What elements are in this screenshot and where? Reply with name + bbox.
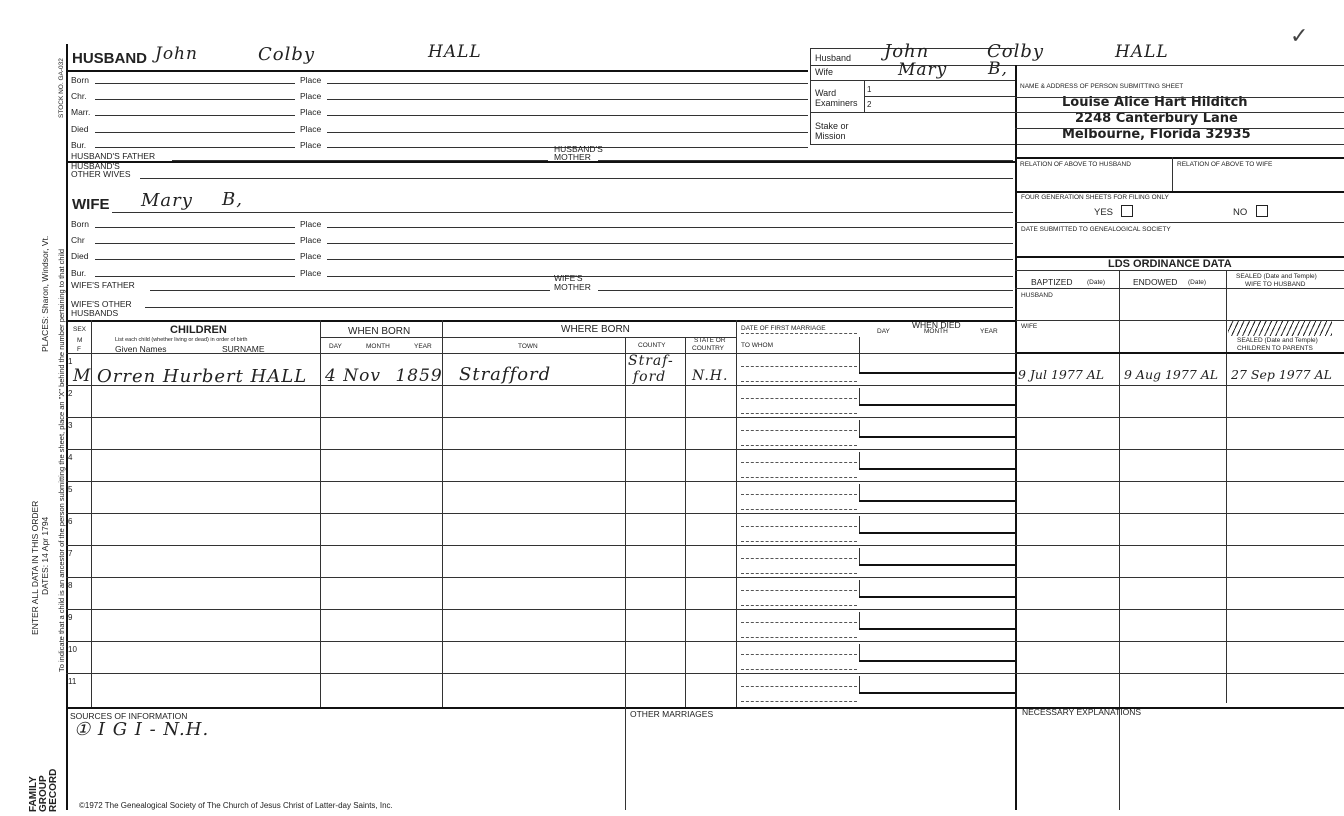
hdr-husband-label: Husband: [815, 53, 852, 63]
husband-bur-label: Bur.: [71, 140, 87, 150]
side-places: PLACES: Sharon, Windsor, Vt.: [40, 235, 50, 352]
husband-marr-label: Marr.: [71, 107, 91, 117]
to-whom-label: TO WHOM: [741, 342, 774, 349]
husband-chr-place-label: Place: [300, 91, 322, 101]
death-bracket: [859, 420, 860, 437]
lds-husband-label: HUSBAND: [1021, 292, 1053, 299]
marriage-date-line: [741, 590, 857, 591]
no-label: NO: [1233, 207, 1248, 218]
death-line: [859, 404, 1015, 406]
sealed-wife-label-1: SEALED (Date and Temple): [1236, 273, 1317, 280]
marriage-date-line: [741, 494, 857, 495]
death-line: [859, 436, 1015, 438]
endowed-label: ENDOWED: [1133, 277, 1178, 287]
to-whom-line: [741, 605, 857, 606]
death-bracket: [859, 484, 860, 501]
husband-born-place-label: Place: [300, 75, 322, 85]
ward-label: Ward: [815, 88, 837, 98]
child-row-line: [66, 673, 1016, 674]
death-line: [859, 692, 1015, 694]
ordinance-row-line: [1015, 577, 1344, 578]
copyright: ©1972 The Genealogical Society of The Church of Jesus Christ of Latter-day Saints, Inc.: [79, 801, 393, 810]
sealed-children-label-2: CHILDREN TO PARENTS: [1237, 345, 1313, 352]
death-bracket: [859, 612, 860, 629]
state-label-1: STATE OR: [694, 337, 726, 344]
date-submitted-label: DATE SUBMITTED TO GENEALOGICAL SOCIETY: [1021, 226, 1171, 233]
form-title-line-1: FAMILY: [28, 776, 39, 812]
marriage-date-line: [741, 654, 857, 655]
wife-chr-place-label: Place: [300, 235, 322, 245]
marriage-date-line: [741, 430, 857, 431]
form-title-line-3: RECORD: [48, 768, 59, 812]
child-row-number: 3: [68, 421, 73, 430]
examiner-number-2: 2: [867, 100, 872, 109]
stock-number: STOCK NO. GA-032: [58, 58, 65, 118]
endowed-date-label: (Date): [1188, 279, 1207, 286]
header-box-left: [810, 48, 811, 144]
child-row-line: [66, 641, 1016, 642]
marriage-date-line: [741, 558, 857, 559]
husbands-mother-label-1: HUSBAND'S: [554, 144, 603, 154]
wife-label: WIFE: [72, 196, 110, 213]
wife-died-place-label: Place: [300, 251, 322, 261]
death-line: [859, 532, 1015, 534]
wife-bur-place-label: Place: [300, 268, 322, 278]
child1-county-2: ford: [633, 369, 667, 385]
child-row-line: [66, 577, 1016, 578]
death-line: [859, 660, 1015, 662]
child-row-number: 9: [68, 613, 73, 622]
child-row-line: [66, 513, 1016, 514]
submitter-city: Melbourne, Florida 32935: [1062, 127, 1251, 142]
ordinance-row-line: [1015, 449, 1344, 450]
to-whom-line: [741, 509, 857, 510]
born-year-label: YEAR: [414, 343, 432, 350]
ordinance-row-line: [1015, 545, 1344, 546]
children-heading: CHILDREN: [170, 324, 227, 336]
wife-chr-label: Chr: [71, 235, 85, 245]
child-row-line: [66, 449, 1016, 450]
death-bracket: [859, 388, 860, 405]
husband-given-name: John: [155, 44, 198, 64]
wife-born-place-label: Place: [300, 219, 322, 229]
ordinance-row-line: [1015, 641, 1344, 642]
wifes-other-husbands-label-1: WIFE'S OTHER: [71, 299, 132, 309]
county-label: COUNTY: [638, 342, 666, 349]
born-day-label: DAY: [329, 343, 342, 350]
death-bracket: [859, 548, 860, 565]
hdr-wife-initial: B,: [988, 59, 1008, 79]
when-born-heading: WHEN BORN: [348, 326, 411, 337]
child1-birth-year: 1859: [395, 366, 443, 386]
sources-label: SOURCES OF INFORMATION: [70, 711, 188, 721]
marriage-date-line: [741, 526, 857, 527]
child1-birth-month: Nov: [343, 366, 381, 386]
child-row-number: 11: [68, 677, 77, 686]
child1-state: N.H.: [692, 368, 729, 384]
child1-birth-day: 4: [325, 366, 337, 386]
to-whom-line: [741, 669, 857, 670]
stake-label-2: Mission: [815, 131, 846, 141]
top-rule: [66, 70, 808, 72]
husbands-father-label: HUSBAND'S FATHER: [71, 151, 156, 161]
sex-label: SEX: [73, 326, 87, 333]
four-gen-label: FOUR GENERATION SHEETS FOR FILING ONLY: [1021, 194, 1169, 201]
husband-died-label: Died: [71, 124, 89, 134]
to-whom-line: [741, 413, 857, 414]
baptized-date-label: (Date): [1087, 279, 1106, 286]
husbands-other-wives-label-2: OTHER WIVES: [71, 169, 131, 179]
child1-town: Strafford: [459, 364, 552, 385]
marriage-date-line: [741, 622, 857, 623]
sex-m-label: M: [77, 337, 83, 344]
death-line: [859, 628, 1015, 630]
child-row-line: [66, 609, 1016, 610]
form-title-line-2: GROUP: [38, 775, 49, 812]
marriage-date-line: [741, 686, 857, 687]
ordinance-row-line: [1015, 385, 1344, 386]
to-whom-line: [741, 637, 857, 638]
side-dates: DATES: 14 Apr 1794: [40, 516, 50, 595]
wife-initial: B,: [222, 189, 243, 210]
child1-baptized: 9 Jul 1977 AL: [1018, 367, 1105, 382]
to-whom-line: [741, 477, 857, 478]
examiners-label: Examiners: [815, 98, 858, 108]
examiner-number-1: 1: [867, 85, 872, 94]
wifes-father-label: WIFE'S FATHER: [71, 280, 135, 290]
husband-chr-label: Chr.: [71, 91, 87, 101]
sealed-hatch: [1228, 321, 1332, 336]
husband-died-place-label: Place: [300, 124, 322, 134]
to-whom-line: [741, 701, 857, 702]
child-row-line: [66, 417, 1016, 418]
wife-died-label: Died: [71, 251, 89, 261]
ordinance-row-line: [1015, 513, 1344, 514]
relation-husband-label: RELATION OF ABOVE TO HUSBAND: [1020, 161, 1131, 168]
child-row-number: 1: [68, 357, 73, 366]
child1-sex: M: [73, 366, 92, 386]
side-instructions: To indicate that a child is an ancestor of the person submitting the sheet, place an "X" behind the number pertaining to that child: [57, 248, 66, 672]
checkmark: ✓: [1290, 23, 1309, 48]
submitter-label: NAME & ADDRESS OF PERSON SUBMITTING SHEET: [1020, 83, 1184, 90]
husband-born-label: Born: [71, 75, 89, 85]
hdr-wife-label: Wife: [815, 67, 833, 77]
hdr-husband-middle: Colby: [987, 41, 1045, 62]
died-year-label: YEAR: [980, 328, 998, 335]
death-line: [859, 564, 1015, 566]
death-bracket: [859, 516, 860, 533]
death-bracket: [859, 644, 860, 661]
husband-marr-place-label: Place: [300, 107, 322, 117]
town-label: TOWN: [518, 343, 538, 350]
child1-sealed: 27 Sep 1977 AL: [1231, 367, 1332, 382]
hdr-husband-given: John: [884, 41, 930, 62]
husbands-other-wives-label-1: HUSBAND'S: [71, 161, 120, 171]
stake-label-1: Stake or: [815, 121, 849, 131]
ordinance-row-line: [1015, 673, 1344, 674]
ordinance-row-line: [1015, 481, 1344, 482]
relation-wife-label: RELATION OF ABOVE TO WIFE: [1177, 161, 1273, 168]
child-row-number: 7: [68, 549, 73, 558]
lds-wife-label: WIFE: [1021, 323, 1038, 330]
died-day-label: DAY: [877, 328, 890, 335]
child1-birth-date: [325, 366, 443, 386]
husband-label: HUSBAND: [72, 50, 147, 67]
death-bracket: [859, 580, 860, 597]
husband-surname: HALL: [428, 42, 482, 62]
death-line: [859, 372, 1015, 374]
lds-heading: LDS ORDINANCE DATA: [1108, 258, 1232, 270]
marriage-date-line: [741, 462, 857, 463]
wife-name: Mary: [141, 190, 193, 211]
wife-born-label: Born: [71, 219, 89, 229]
explanations-label: NECESSARY EXPLANATIONS: [1022, 707, 1142, 717]
given-names-label: Given Names: [115, 344, 167, 354]
wifes-mother-label-1: WIFE'S: [554, 273, 583, 283]
marriage-date-line: [741, 366, 857, 367]
surname-label: SURNAME: [222, 344, 265, 354]
child-row-number: 2: [68, 389, 73, 398]
child-row-number: 10: [68, 645, 77, 654]
sealed-children-label-1: SEALED (Date and Temple): [1237, 337, 1318, 344]
state-label-2: COUNTRY: [692, 345, 725, 352]
child-row-number: 4: [68, 453, 73, 462]
ordinance-row-line: [1015, 417, 1344, 418]
to-whom-line: [741, 541, 857, 542]
to-whom-line: [741, 381, 857, 382]
child-row-number: 8: [68, 581, 73, 590]
child-row-line: [66, 545, 1016, 546]
wifes-other-husbands-label-2: HUSBANDS: [71, 308, 119, 318]
to-whom-line: [741, 445, 857, 446]
hdr-wife-name: Mary: [898, 60, 948, 80]
yes-label: YES: [1094, 207, 1114, 218]
child-row-line: [66, 481, 1016, 482]
hdr-husband-surname: HALL: [1115, 42, 1169, 62]
to-whom-line: [741, 573, 857, 574]
wife-bur-label: Bur.: [71, 268, 87, 278]
husband-bur-place-label: Place: [300, 140, 322, 150]
husbands-mother-label-2: MOTHER: [554, 152, 591, 162]
death-bracket: [859, 356, 860, 373]
marriage-date-line: [741, 398, 857, 399]
where-born-heading: WHERE BORN: [561, 324, 630, 335]
ordinance-row-line: [1015, 609, 1344, 610]
child1-county-1: Straf-: [628, 353, 674, 369]
children-note: List each child (whether living or dead) in order of birth: [115, 337, 248, 343]
first-marriage-label: DATE OF FIRST MARRIAGE: [741, 325, 826, 332]
wifes-mother-label-2: MOTHER: [554, 282, 591, 292]
husband-middle-name: Colby: [258, 44, 316, 65]
submitter-name: Louise Alice Hart Hilditch: [1062, 95, 1248, 110]
death-line: [859, 500, 1015, 502]
other-marriages-label: OTHER MARRIAGES: [630, 709, 714, 719]
side-enter: ENTER ALL DATA IN THIS ORDER: [30, 500, 40, 635]
death-line: [859, 468, 1015, 470]
right-panel-border: [1015, 65, 1017, 810]
died-month-label: MONTH: [924, 328, 948, 335]
no-checkbox[interactable]: [1256, 205, 1268, 217]
yes-checkbox[interactable]: [1121, 205, 1133, 217]
sources-value: ① I G I - N.H.: [74, 719, 210, 740]
born-month-label: MONTH: [366, 343, 390, 350]
submitter-street: 2248 Canterbury Lane: [1075, 111, 1238, 126]
child1-endowed: 9 Aug 1977 AL: [1124, 367, 1219, 382]
child-row-number: 5: [68, 485, 73, 494]
death-line: [859, 596, 1015, 598]
baptized-label: BAPTIZED: [1031, 277, 1073, 287]
sealed-wife-label-2: WIFE TO HUSBAND: [1245, 281, 1306, 288]
death-bracket: [859, 676, 860, 693]
sex-f-label: F: [77, 346, 81, 353]
child1-name: Orren Hurbert HALL: [97, 366, 308, 387]
child-row-number: 6: [68, 517, 73, 526]
death-bracket: [859, 452, 860, 469]
when-died-heading: WHEN DIED: [912, 320, 961, 330]
